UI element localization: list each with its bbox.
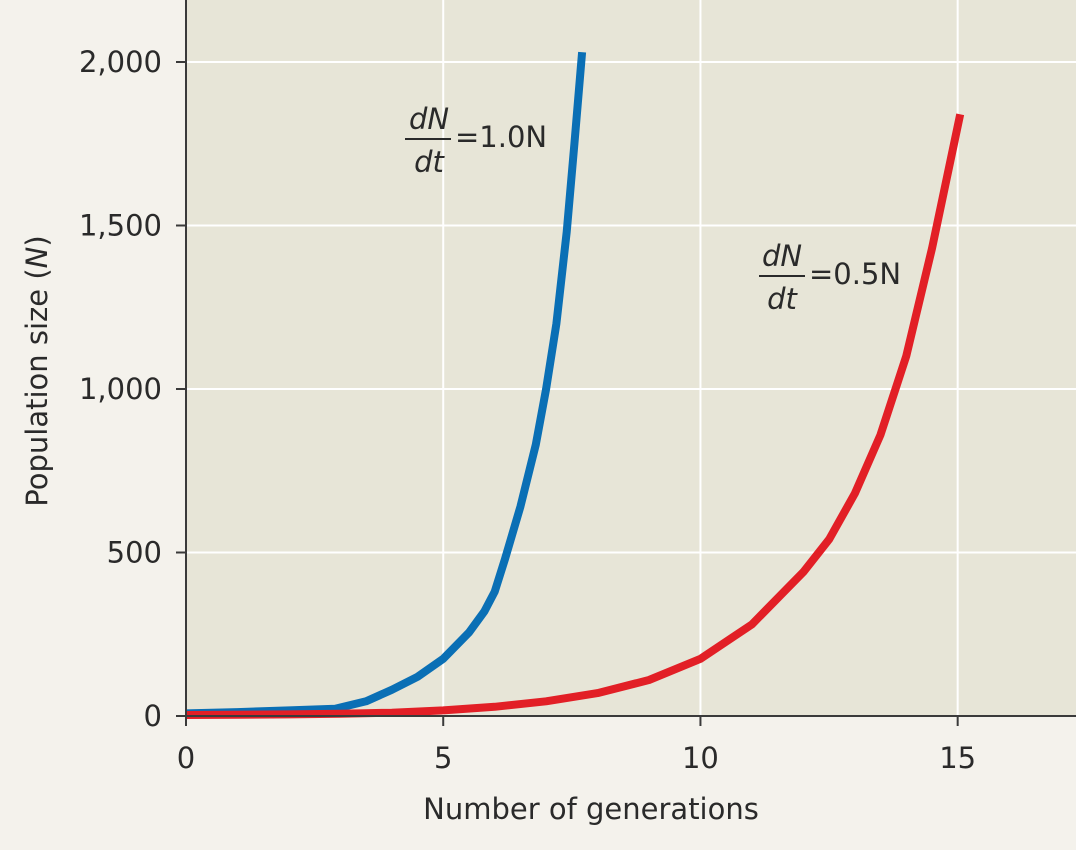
equation-blue-numerator: dN xyxy=(408,102,450,136)
equation-red-denominator: dt xyxy=(767,282,797,316)
y-tick-label: 1,000 xyxy=(78,372,162,406)
y-tick-label: 2,000 xyxy=(78,45,162,79)
equation-blue-denominator: dt xyxy=(414,145,444,179)
x-tick-label: 5 xyxy=(433,741,453,775)
y-tick-label: 1,500 xyxy=(78,208,162,243)
y-tick-label: 0 xyxy=(143,699,162,733)
x-tick-label: 0 xyxy=(176,741,196,775)
y-axis-title: Population size (N) xyxy=(20,235,54,507)
equation-red-rhs: =0.5N xyxy=(809,257,902,291)
x-axis-title: Number of generations xyxy=(423,792,759,826)
x-tick-label: 10 xyxy=(681,741,719,775)
y-tick-label: 500 xyxy=(106,535,162,570)
equation-blue-rhs: =1.0N xyxy=(455,120,548,154)
plot-background xyxy=(186,0,1076,716)
equation-red-numerator: dN xyxy=(761,239,803,273)
x-tick-label: 15 xyxy=(939,741,977,775)
